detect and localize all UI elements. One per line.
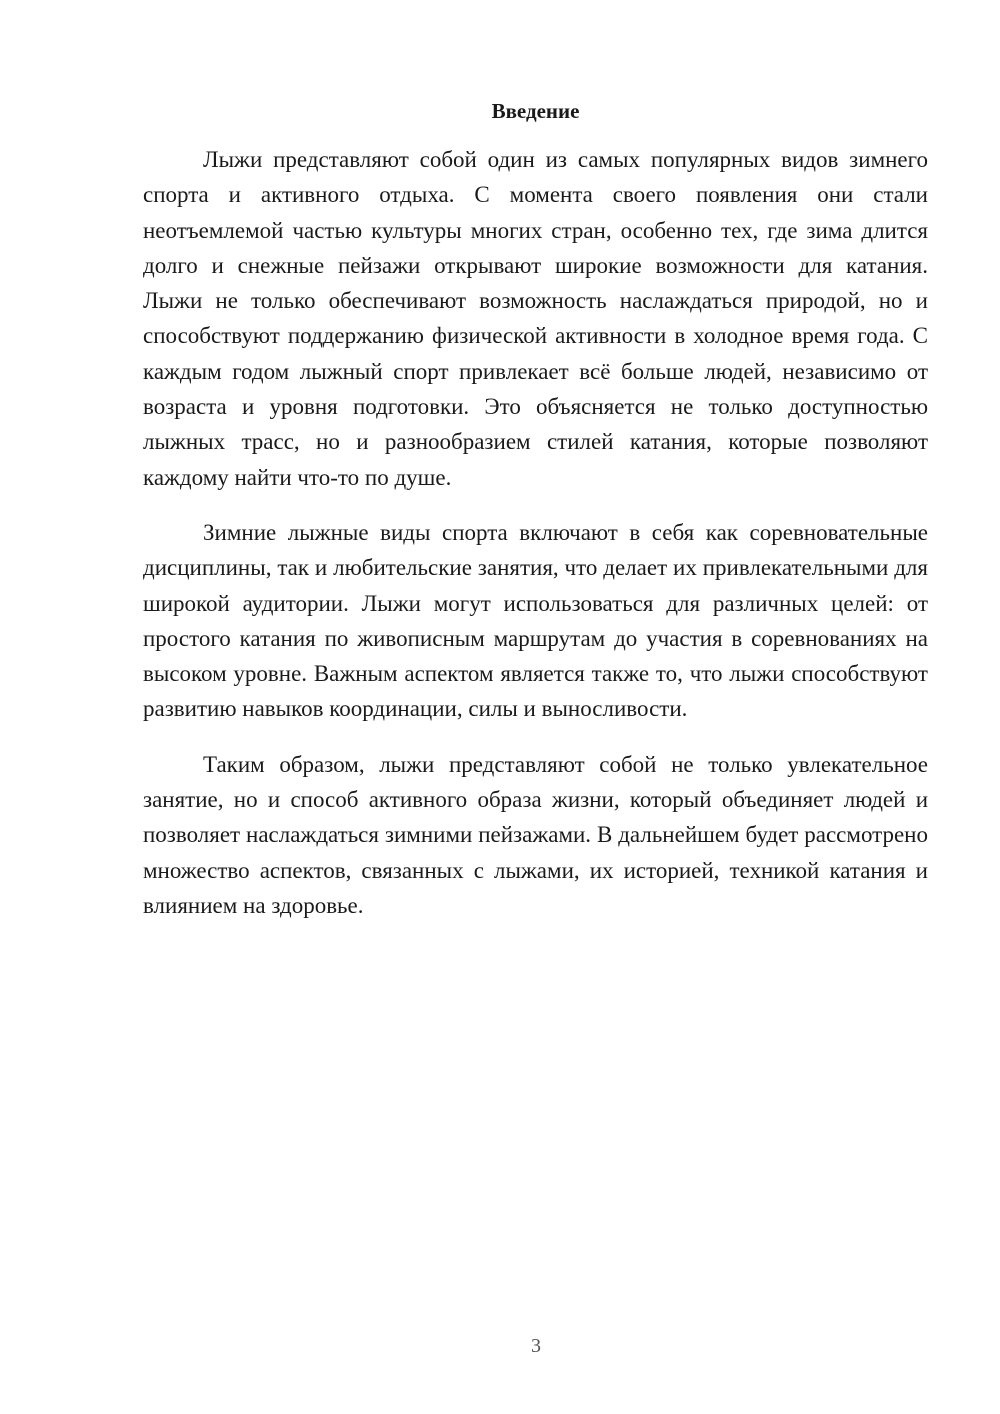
body-text <box>143 142 928 943</box>
section-title: Введение <box>491 99 580 123</box>
paragraph-3: Таким образом, лыжи представляют собой не только увлекательное занятие, но и способ активного образа жизни, который объединяет людей и позволяет наслаждаться зимними пейзажами. В дальнейшем будет рассмотрено множество аспектов, связанных с лыжами, их историей, техникой катания и влиянием на здоровье. <box>143 751 928 918</box>
paragraph-2: Зимние лыжные виды спорта включают в себя как соревновательные дисциплины, так и любительские занятия, что делает их привлекательными для широкой аудитории. Лыжи могут использоваться для различных целей: от простого катания по живописным маршрутам до участия в соревнованиях на высоком уровне. Важным аспектом является также то, что лыжи способствуют развитию навыков координации, силы и выносливости. <box>143 519 928 722</box>
paragraph-1: Лыжи представляют собой один из самых популярных видов зимнего спорта и активного отдыха. С момента своего появления они стали неотъемлемой частью культуры многих стран, особенно тех, где зима длится долго и снежные пейзажи открывают широкие возможности для катания. Лыжи не только обеспечивают возможность наслаждаться природой, но и способствуют поддержанию физической активности в холодное время года. С каждым годом лыжный спорт привлекает всё больше людей, независимо от возраста и уровня подготовки. Это объясняется не только доступностью лыжных трасс, но и разнообразием стилей катания, которые позволяют каждому найти что-то по душе. <box>143 147 928 490</box>
page-number: 3 <box>531 1335 541 1357</box>
